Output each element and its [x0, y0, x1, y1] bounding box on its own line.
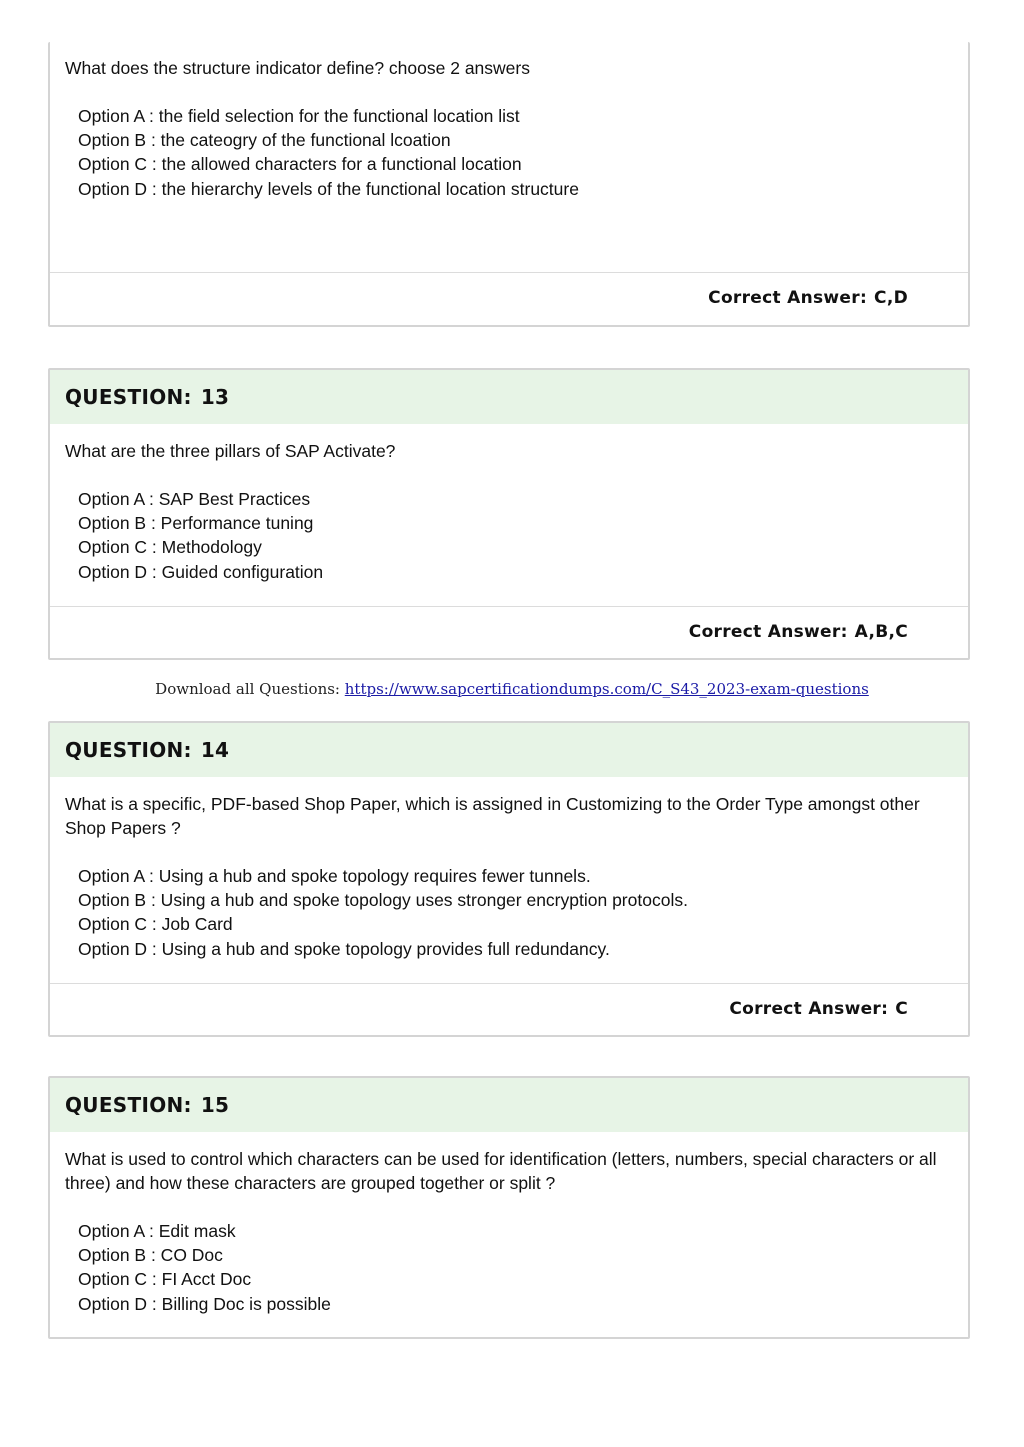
- option-a: Option A : Using a hub and spoke topology requires fewer tunnels.: [78, 866, 591, 886]
- download-label: Download all Questions:: [155, 680, 340, 698]
- option-list: [78, 104, 953, 201]
- option-list: [78, 864, 953, 961]
- correct-answer-row: [50, 983, 968, 1034]
- option-b: Option B : Performance tuning: [78, 513, 314, 534]
- option-d: Option D : the hierarchy levels of the functional location structure: [78, 178, 579, 199]
- question-body: [50, 42, 968, 201]
- option-b: Option B : CO Doc: [78, 1245, 223, 1266]
- correct-answer-label: Correct Answer:: [708, 288, 868, 308]
- question-text: What is used to control which characters can be used for identification (letters, numbers, special characters or all three) and how these characters are grouped together or split ?: [65, 1149, 937, 1193]
- correct-answer-row: [50, 606, 968, 657]
- question-text: What is a specific, PDF-based Shop Paper, which is assigned in Customizing to the Order Type amongst other Shop Papers ?: [65, 794, 920, 838]
- option-a: Option A : SAP Best Practices: [78, 489, 311, 509]
- option-c: Option C : FI Acct Doc: [78, 1269, 252, 1290]
- option-c: Option C : Methodology: [78, 537, 262, 558]
- option-a: Option A : the field selection for the functional location list: [78, 106, 520, 126]
- question-card-12: [48, 42, 970, 327]
- correct-answer-value: C: [895, 999, 908, 1019]
- question-card-13: [48, 368, 970, 660]
- question-text: What does the structure indicator define? choose 2 answers: [65, 58, 530, 78]
- option-c: Option C : Job Card: [78, 914, 233, 935]
- option-list: [78, 1219, 953, 1316]
- correct-answer-row: [50, 272, 968, 323]
- option-d: Option D : Guided configuration: [78, 561, 324, 582]
- download-link[interactable]: https://www.sapcertificationdumps.com/C_S43_2023-exam-questions: [344, 680, 869, 698]
- question-number: 13: [200, 385, 230, 409]
- question-body: [50, 424, 968, 584]
- option-list: [78, 487, 953, 584]
- correct-answer-value: A,B,C: [854, 622, 908, 642]
- question-number: 15: [200, 1093, 230, 1117]
- option-d: Option D : Billing Doc is possible: [78, 1293, 331, 1314]
- question-header: [50, 723, 968, 777]
- correct-answer-label: Correct Answer:: [688, 622, 848, 642]
- question-body: [50, 1132, 968, 1316]
- correct-answer-label: Correct Answer:: [729, 999, 889, 1019]
- option-d: Option D : Using a hub and spoke topology provides full redundancy.: [78, 938, 610, 959]
- question-body: [50, 777, 968, 961]
- option-a: Option A : Edit mask: [78, 1221, 236, 1241]
- correct-answer-value: C,D: [874, 288, 908, 308]
- download-all-questions: [0, 680, 1024, 698]
- question-label: QUESTION:: [65, 1093, 192, 1117]
- question-header: [50, 1078, 968, 1132]
- question-card-14: [48, 721, 970, 1037]
- question-label: QUESTION:: [65, 385, 192, 409]
- question-label: QUESTION:: [65, 738, 192, 762]
- question-header: [50, 370, 968, 424]
- option-b: Option B : the cateogry of the functional lcoation: [78, 130, 451, 151]
- question-card-15: [48, 1076, 970, 1339]
- option-c: Option C : the allowed characters for a functional location: [78, 154, 522, 175]
- question-text: What are the three pillars of SAP Activate?: [65, 441, 396, 461]
- question-number: 14: [200, 738, 230, 762]
- option-b: Option B : Using a hub and spoke topology uses stronger encryption protocols.: [78, 890, 688, 911]
